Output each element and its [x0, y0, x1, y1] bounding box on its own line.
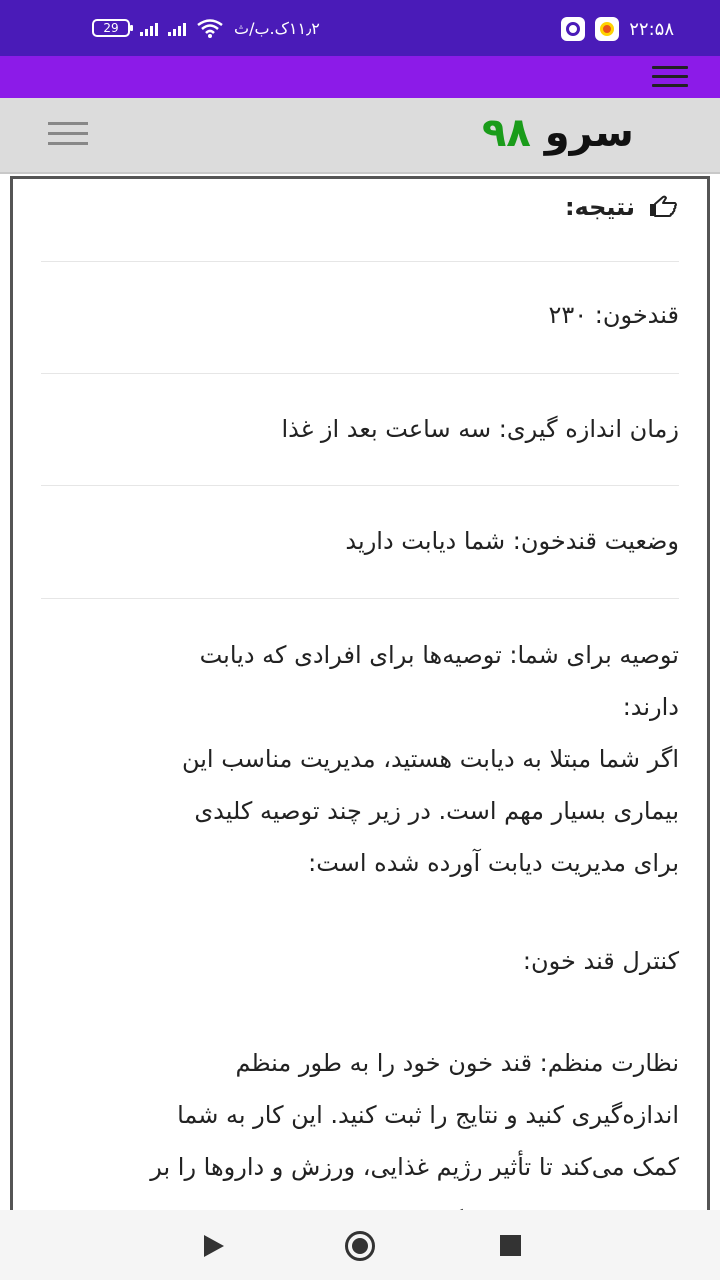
battery-icon [92, 19, 130, 37]
app-bar [0, 56, 720, 98]
result-label: نتیجه: [564, 193, 635, 221]
site-logo[interactable] [482, 110, 634, 156]
measurement-time: زمان اندازه گیری: سه ساعت بعد از غذا [281, 415, 679, 443]
status-bar [0, 0, 720, 56]
divider [41, 261, 679, 262]
app-notification-icon-2 [595, 17, 619, 41]
signal-icon-2 [168, 20, 186, 36]
divider [41, 373, 679, 374]
paragraph-line: اندازه‌گیری کنید و نتایج را ثبت کنید. این کار به شما [177, 1101, 679, 1129]
battery-level: 29 [103, 21, 119, 35]
clock: ۲۲:۵۸ [629, 18, 674, 40]
paragraph-line: بیماری بسیار مهم است. در زیر چند توصیه کلیدی [194, 797, 679, 825]
divider [41, 485, 679, 486]
paragraph-line: نظارت منظم: قند خون خود را به طور منظم [235, 1049, 679, 1077]
status-left-group [92, 16, 320, 40]
section-heading: کنترل قند خون: [522, 947, 679, 975]
recommendation-block [41, 629, 679, 889]
logo-number: ۹۸ [482, 110, 531, 156]
blood-sugar-status: وضعیت قندخون: شما دیابت دارید [345, 527, 679, 555]
hand-pointing-icon [649, 195, 679, 219]
home-icon[interactable] [345, 1231, 375, 1261]
recent-apps-icon[interactable] [500, 1235, 521, 1256]
recommendation-line: دارند: [622, 693, 679, 721]
back-icon[interactable] [204, 1235, 224, 1257]
logo-word: سرو [544, 110, 634, 156]
paragraph-line: برای مدیریت دیابت آورده شده است: [308, 849, 679, 877]
wifi-icon [196, 18, 224, 38]
signal-icon [140, 20, 158, 36]
status-right-group [561, 16, 674, 42]
paragraph-line: کمک می‌کند تا تأثیر رژیم غذایی، ورزش و داروها را بر [150, 1153, 679, 1181]
network-speed: ۱۱٫۲ک.ب/ث [234, 18, 320, 38]
site-header [0, 98, 720, 174]
recommendation-line: توصیه برای شما: توصیه‌ها برای افرادی که دیابت [199, 641, 679, 669]
divider [41, 598, 679, 599]
result-heading [565, 193, 679, 221]
hamburger-menu-icon[interactable] [652, 66, 688, 88]
system-navigation-bar [0, 1210, 720, 1280]
paragraph-line: اگر شما مبتلا به دیابت هستید، مدیریت مناسب این [181, 745, 679, 773]
blood-sugar-value: قندخون: ۲۳۰ [548, 301, 679, 329]
site-menu-icon[interactable] [48, 122, 88, 146]
result-card [10, 176, 710, 1216]
app-notification-icon [561, 17, 585, 41]
